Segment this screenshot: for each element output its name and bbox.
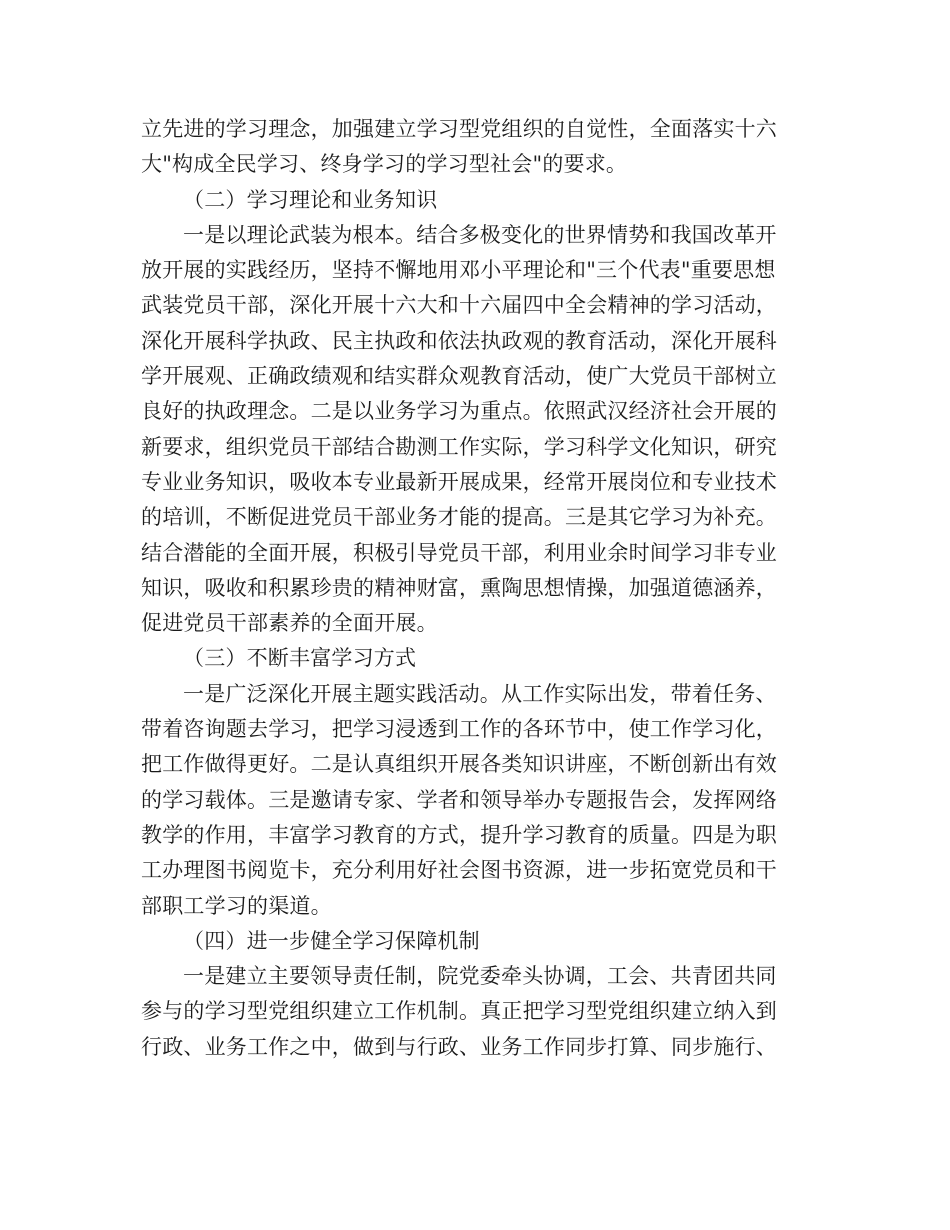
text-line: 新要求，组织党员干部结合勘测工作实际，学习科学文化知识，研究: [141, 434, 777, 459]
text-line: 学开展观、正确政绩观和结实群众观教育活动，使广大党员干部树立: [141, 364, 777, 389]
text-line: 立先进的学习理念，加强建立学习型党组织的自觉性，全面落实十六: [141, 117, 777, 141]
text-line: 大"构成全民学习、终身学习的学习型社会"的要求。: [141, 152, 628, 177]
text-line: 的学习载体。三是邀请专家、学者和领导举办专题报告会，发挥网络: [141, 787, 777, 812]
text-line: 工办理图书阅览卡，充分利用好社会图书资源，进一步拓宽党员和干: [141, 858, 777, 883]
text-line: 一是建立主要领导责任制，院党委牵头协调，工会、共青团共同: [183, 964, 777, 989]
text-line: 结合潜能的全面开展，积极引导党员干部，利用业余时间学习非专业: [141, 540, 777, 565]
text-line: 参与的学习型党组织建立工作机制。真正把学习型党组织建立纳入到: [141, 999, 777, 1024]
text-line: 一是广泛深化开展主题实践活动。从工作实际出发，带着任务、: [183, 681, 777, 706]
text-line: 专业业务知识，吸收本专业最新开展成果，经常开展岗位和专业技术: [141, 469, 777, 494]
text-line: 教学的作用，丰富学习教育的方式，提升学习教育的质量。四是为职: [141, 822, 777, 847]
text-line: 的培训，不断促进党员干部业务才能的提高。三是其它学习为补充。: [141, 505, 777, 530]
text-line: 良好的执政理念。二是以业务学习为重点。依照武汉经济社会开展的: [141, 399, 777, 424]
text-line: 武装党员干部，深化开展十六大和十六届四中全会精神的学习活动，: [141, 293, 777, 318]
section-heading: （二）学习理论和业务知识: [183, 187, 438, 212]
text-line: 一是以理论武装为根本。结合多极变化的世界情势和我国改革开: [183, 222, 777, 247]
document-body: [141, 112, 813, 1065]
text-line: 促进党员干部素养的全面开展。: [141, 611, 438, 636]
text-line: 知识，吸收和积累珍贵的精神财富，熏陶思想情操，加强道德涵养，: [141, 575, 777, 600]
section-heading: （四）进一步健全学习保障机制: [183, 928, 480, 953]
text-line: 放开展的实践经历，坚持不懈地用邓小平理论和"三个代表"重要思想: [141, 258, 776, 283]
text-line: 带着咨询题去学习，把学习浸透到工作的各环节中，使工作学习化，: [141, 717, 777, 742]
text-line: 行政、业务工作之中，做到与行政、业务工作同步打算、同步施行、: [141, 1034, 777, 1059]
text-line: 把工作做得更好。二是认真组织开展各类知识讲座，不断创新出有效: [141, 752, 777, 777]
section-heading: （三）不断丰富学习方式: [183, 646, 417, 671]
text-line: 部职工学习的渠道。: [141, 893, 332, 918]
text-line: 深化开展科学执政、民主执政和依法执政观的教育活动，深化开展科: [141, 328, 777, 353]
